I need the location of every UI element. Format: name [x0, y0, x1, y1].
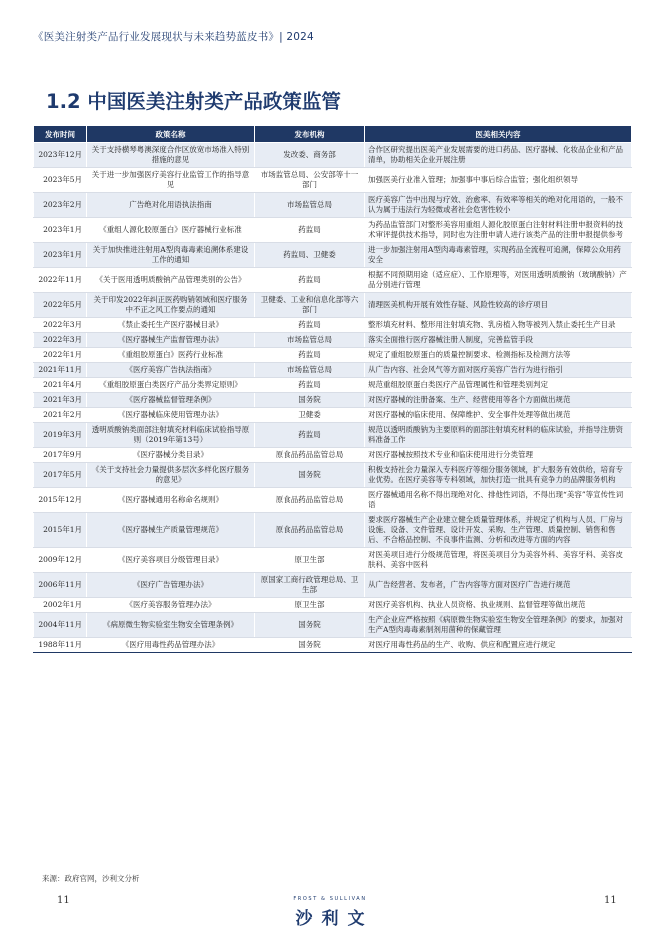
cell-policy-name: 关于加快推进注射用A型肉毒毒素追溯体系建设工作的通知 — [87, 243, 255, 268]
cell-agency: 药监局 — [255, 348, 365, 363]
source-note: 来源：政府官网，沙利文分析 — [42, 874, 140, 883]
cell-agency: 市场监管总局 — [255, 333, 365, 348]
cell-content: 为药品监管部门对整形美容用重组人源化胶原蛋白注射材料注册申报资料的技术审评提供技术指导，同时也为注册申请人进行该类产品的注册申报提供参考 — [365, 218, 632, 243]
table-row — [34, 333, 632, 348]
page-number-right: 11 — [604, 895, 617, 906]
policy-table — [33, 125, 632, 653]
cell-date: 2023年5月 — [34, 168, 87, 193]
cell-agency: 原食品药品监管总局 — [255, 488, 365, 513]
cell-agency: 市场监管总局 — [255, 193, 365, 218]
cell-agency: 药监局 — [255, 378, 365, 393]
table-row — [34, 423, 632, 448]
table-row — [34, 378, 632, 393]
cell-date: 2006年11月 — [34, 573, 87, 598]
cell-agency: 药监局、卫健委 — [255, 243, 365, 268]
cell-policy-name: 《关于支持社会力量提供多层次多样化医疗服务的意见》 — [87, 463, 255, 488]
cell-date: 2021年3月 — [34, 393, 87, 408]
cell-content: 要求医疗器械生产企业建立健全质量管理体系，并规定了机构与人员、厂房与设施、设备、文件管理、设计开发、采购、生产管理、质量控制、销售和售后、不合格品控制、不良事件监测、分析和改进等方面的内容 — [365, 513, 632, 548]
cell-policy-name: 《医疗器械分类目录》 — [87, 448, 255, 463]
cell-content: 对医疗器械的临床使用、保障维护、安全事件处理等做出规范 — [365, 408, 632, 423]
cell-agency: 国务院 — [255, 613, 365, 638]
table-row — [34, 143, 632, 168]
table-row — [34, 598, 632, 613]
cell-content: 整形填充材料、整形用注射填充物、乳房植入物等被列入禁止委托生产目录 — [365, 318, 632, 333]
cell-agency: 市场监管总局 — [255, 363, 365, 378]
cell-policy-name: 广告绝对化用语执法指南 — [87, 193, 255, 218]
logo-chinese-text: 沙利文 — [295, 909, 374, 929]
cell-date: 2009年12月 — [34, 548, 87, 573]
table-row — [34, 293, 632, 318]
table-row — [34, 408, 632, 423]
cell-agency: 原卫生部 — [255, 598, 365, 613]
cell-content: 从广告经营者、发布者，广告内容等方面对医疗广告进行规范 — [365, 573, 632, 598]
cell-content: 落实全面推行医疗器械注册人制度，完善监管手段 — [365, 333, 632, 348]
table-row — [34, 488, 632, 513]
cell-content: 对医疗器械按照技术专业和临床使用进行分类管理 — [365, 448, 632, 463]
cell-content: 从广告内容、社会风气等方面对医疗美容广告行为进行指引 — [365, 363, 632, 378]
cell-policy-name: 《医疗广告管理办法》 — [87, 573, 255, 598]
cell-date: 2023年1月 — [34, 218, 87, 243]
cell-date: 2002年1月 — [34, 598, 87, 613]
cell-content: 医疗美容广告中出现与疗效、治愈率、有效率等相关的绝对化用语的，一般不认为属于违法行为轻微或者社会危害性较小 — [365, 193, 632, 218]
cell-agency: 药监局 — [255, 318, 365, 333]
cell-content: 合作区研究提出医美产业发展需要的进口药品、医疗器械、化妆品企业和产品清单，协助相关企业开展注册 — [365, 143, 632, 168]
cell-policy-name: 透明质酸钠类面部注射填充材料临床试验指导原则（2019年第13号） — [87, 423, 255, 448]
cell-policy-name: 《病原微生物实验室生物安全管理条例》 — [87, 613, 255, 638]
cell-date: 2019年3月 — [34, 423, 87, 448]
cell-content: 清理医美机构开展有效性存疑、风险性较高的诊疗项目 — [365, 293, 632, 318]
cell-policy-name: 《重组胶原蛋白类医疗产品分类界定原则》 — [87, 378, 255, 393]
frost-sullivan-logo — [275, 896, 385, 929]
cell-date: 2022年3月 — [34, 333, 87, 348]
cell-policy-name: 《医疗美容广告执法指南》 — [87, 363, 255, 378]
cell-date: 1988年11月 — [34, 638, 87, 653]
cell-policy-name: 《医疗美容项目分级管理目录》 — [87, 548, 255, 573]
table-body — [34, 143, 632, 653]
table-row — [34, 548, 632, 573]
cell-date: 2023年2月 — [34, 193, 87, 218]
table-header-row — [34, 126, 632, 143]
table-row — [34, 348, 632, 363]
column-header-date: 发布时间 — [34, 126, 87, 143]
cell-content: 加强医美行业准入管理；加强事中事后综合监管；强化组织领导 — [365, 168, 632, 193]
cell-date: 2004年11月 — [34, 613, 87, 638]
cell-agency: 卫健委 — [255, 408, 365, 423]
cell-content: 对医疗美容机构、执业人员资格、执业规则、监督管理等做出规范 — [365, 598, 632, 613]
cell-policy-name: 《医疗器械生产质量管理规范》 — [87, 513, 255, 548]
cell-content: 规范重组胶原蛋白类医疗产品管理属性和管理类别判定 — [365, 378, 632, 393]
cell-agency: 国务院 — [255, 638, 365, 653]
cell-policy-name: 《重组胶原蛋白》医药行业标准 — [87, 348, 255, 363]
table-row — [34, 268, 632, 293]
logo-english-text: FROST & SULLIVAN — [293, 896, 367, 902]
table-row — [34, 193, 632, 218]
cell-agency: 市场监管总局、公安部等十一部门 — [255, 168, 365, 193]
cell-content: 积极支持社会力量深入专科医疗等细分服务领域，扩大服务有效供给，培育专业优势。在医疗美容等专科领域，加快打造一批具有竞争力的品牌服务机构 — [365, 463, 632, 488]
cell-date: 2022年11月 — [34, 268, 87, 293]
cell-date: 2015年12月 — [34, 488, 87, 513]
cell-content: 对医疗用毒性药品的生产、收购、供应和配置应进行规定 — [365, 638, 632, 653]
table-row — [34, 448, 632, 463]
cell-content: 对医美项目进行分级规范管理，将医美项目分为美容外科、美容牙科、美容皮肤科、美容中医科 — [365, 548, 632, 573]
cell-content: 规定了重组胶原蛋白的质量控制要求、检测指标及检测方法等 — [365, 348, 632, 363]
cell-date: 2021年4月 — [34, 378, 87, 393]
cell-policy-name: 《重组人源化胶原蛋白》医疗器械行业标准 — [87, 218, 255, 243]
cell-policy-name: 《医疗器械通用名称命名规则》 — [87, 488, 255, 513]
table-row — [34, 318, 632, 333]
table-row — [34, 168, 632, 193]
cell-policy-name: 《关于医用透明质酸钠产品管理类别的公告》 — [87, 268, 255, 293]
table-row — [34, 243, 632, 268]
cell-content: 对医疗器械的注册备案、生产、经营使用等各个方面做出规范 — [365, 393, 632, 408]
cell-agency: 原食品药品监管总局 — [255, 513, 365, 548]
document-header: 《医美注射类产品行业发展现状与未来趋势蓝皮书》| 2024 — [33, 31, 314, 43]
table-row — [34, 363, 632, 378]
cell-agency: 发改委、商务部 — [255, 143, 365, 168]
cell-agency: 国务院 — [255, 463, 365, 488]
cell-policy-name: 《医疗用毒性药品管理办法》 — [87, 638, 255, 653]
cell-content: 生产企业应严格按照《病原微生物实验室生物安全管理条例》的要求，加强对生产A型肉毒毒素制剂用菌种的保藏管理 — [365, 613, 632, 638]
cell-date: 2023年1月 — [34, 243, 87, 268]
cell-date: 2022年1月 — [34, 348, 87, 363]
column-header-content: 医美相关内容 — [365, 126, 632, 143]
table-row — [34, 218, 632, 243]
cell-policy-name: 《医疗美容服务管理办法》 — [87, 598, 255, 613]
cell-content: 规范以透明质酸钠为主要原料的面部注射填充材料的临床试验，并指导注册资料准备工作 — [365, 423, 632, 448]
table-row — [34, 613, 632, 638]
cell-agency: 卫健委、工业和信息化部等六部门 — [255, 293, 365, 318]
cell-agency: 药监局 — [255, 423, 365, 448]
cell-content: 医疗器械通用名称不得出现绝对化、排他性词语，不得出现“美容”等宣传性词语 — [365, 488, 632, 513]
cell-policy-name: 《医疗器械监督管理条例》 — [87, 393, 255, 408]
table-row — [34, 573, 632, 598]
policy-table-container — [33, 125, 631, 653]
cell-agency: 药监局 — [255, 268, 365, 293]
cell-agency: 原国家工商行政管理总局、卫生部 — [255, 573, 365, 598]
table-row — [34, 638, 632, 653]
cell-date: 2022年3月 — [34, 318, 87, 333]
cell-date: 2023年12月 — [34, 143, 87, 168]
page-number-left: 11 — [57, 895, 70, 906]
cell-policy-name: 《医疗器械临床使用管理办法》 — [87, 408, 255, 423]
cell-date: 2021年2月 — [34, 408, 87, 423]
cell-content: 进一步加强注射用A型肉毒毒素管理，实现药品全流程可追溯，保障公众用药安全 — [365, 243, 632, 268]
cell-date: 2017年5月 — [34, 463, 87, 488]
cell-date: 2015年1月 — [34, 513, 87, 548]
cell-agency: 原卫生部 — [255, 548, 365, 573]
cell-date: 2017年9月 — [34, 448, 87, 463]
table-row — [34, 513, 632, 548]
cell-date: 2022年5月 — [34, 293, 87, 318]
cell-agency: 原食品药品监管总局 — [255, 448, 365, 463]
table-row — [34, 393, 632, 408]
cell-agency: 国务院 — [255, 393, 365, 408]
table-header — [34, 126, 632, 143]
column-header-agency: 发布机构 — [255, 126, 365, 143]
cell-date: 2021年11月 — [34, 363, 87, 378]
cell-policy-name: 关于支持横琴粤澳深度合作区放宽市场准入特别措施的意见 — [87, 143, 255, 168]
cell-policy-name: 《医疗器械生产监督管理办法》 — [87, 333, 255, 348]
cell-content: 根据不同预期用途（适应症）、工作原理等，对医用透明质酸钠（玻璃酸钠）产品分别进行管理 — [365, 268, 632, 293]
table-row — [34, 463, 632, 488]
cell-policy-name: 关于进一步加强医疗美容行业监管工作的指导意见 — [87, 168, 255, 193]
cell-policy-name: 《禁止委托生产医疗器械目录》 — [87, 318, 255, 333]
cell-agency: 药监局 — [255, 218, 365, 243]
section-title: 1.2 中国医美注射类产品政策监管 — [46, 90, 341, 113]
column-header-policy: 政策名称 — [87, 126, 255, 143]
cell-policy-name: 关于印发2022年纠正医药购销领域和医疗服务中不正之风工作要点的通知 — [87, 293, 255, 318]
